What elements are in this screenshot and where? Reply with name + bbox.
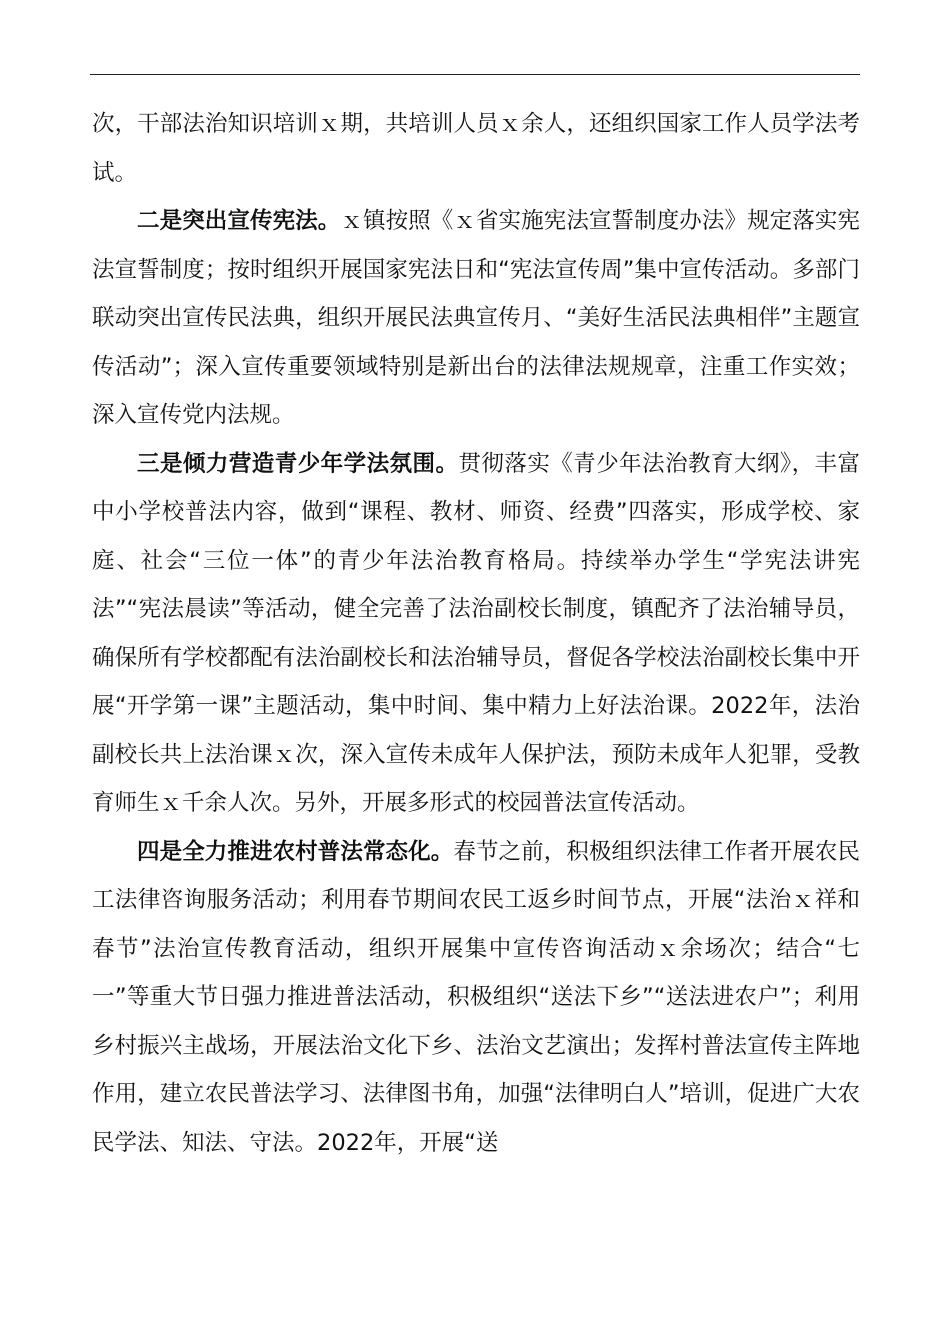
paragraph-3-text: 贯彻落实《青少年法治教育大纲》，丰富中小学校普法内容，做到“课程、教材、师资、经费”四落实，形成学校、家庭、社会“三位一体”的青少年法治教育格局。持续举办学生“学宪法讲宪法”“宪法晨读”等活动，健全完善了法治副校长制度，镇配齐了法治辅导员，确保所有学校都配有法治副校长和法治辅导员，督促各学校法治副校长集中开展“开学第一课”主题活动，集中时间、集中精力上好法治课。2022年，法治副校长共上法治课ｘ次，深入宣传未成年人保护法，预防未成年人犯罪，受教育师生ｘ千余人次。另外，开展多形式的校园普法宣传活动。: [92, 450, 860, 816]
paragraph-3: [92, 440, 860, 828]
header-rule: [90, 74, 860, 75]
paragraph-1-text: 次，干部法治知识培训ｘ期，共培训人员ｘ余人，还组织国家工作人员学法考试。: [92, 111, 860, 186]
paragraph-3-lead: 三是倾力营造青少年学法氛围。: [137, 450, 459, 477]
document-body: [92, 100, 860, 1167]
paragraph-2: [92, 197, 860, 440]
paragraph-4: [92, 828, 860, 1168]
paragraph-2-lead: 二是突出宣传宪法。: [137, 208, 341, 234]
paragraph-4-lead: 四是全力推进农村普法常态化。: [137, 838, 454, 865]
paragraph-1: [92, 100, 860, 197]
paragraph-4-text: 春节之前，积极组织法律工作者开展农民工法律咨询服务活动；利用春节期间农民工返乡时间节点，开展“法治ｘ祥和春节”法治宣传教育活动，组织开展集中宣传咨询活动ｘ余场次；结合“七一”等重大节日强力推进普法活动，积极组织“送法下乡”“送法进农户”；利用乡村振兴主战场，开展法治文化下乡、法治文艺演出；发挥村普法宣传主阵地作用，建立农民普法学习、法律图书角，加强“法律明白人”培训，促进广大农民学法、知法、守法。2022年，开展“送: [92, 838, 860, 1156]
paragraph-2-text: ｘ镇按照《ｘ省实施宪法宣誓制度办法》规定落实宪法宣誓制度；按时组织开展国家宪法日和“宪法宣传周”集中宣传活动。多部门联动突出宣传民法典，组织开展民法典宣传月、“美好生活民法典相伴”主题宣传活动”；深入宣传重要领域特别是新出台的法律法规规章，注重工作实效；深入宣传党内法规。: [92, 208, 860, 428]
